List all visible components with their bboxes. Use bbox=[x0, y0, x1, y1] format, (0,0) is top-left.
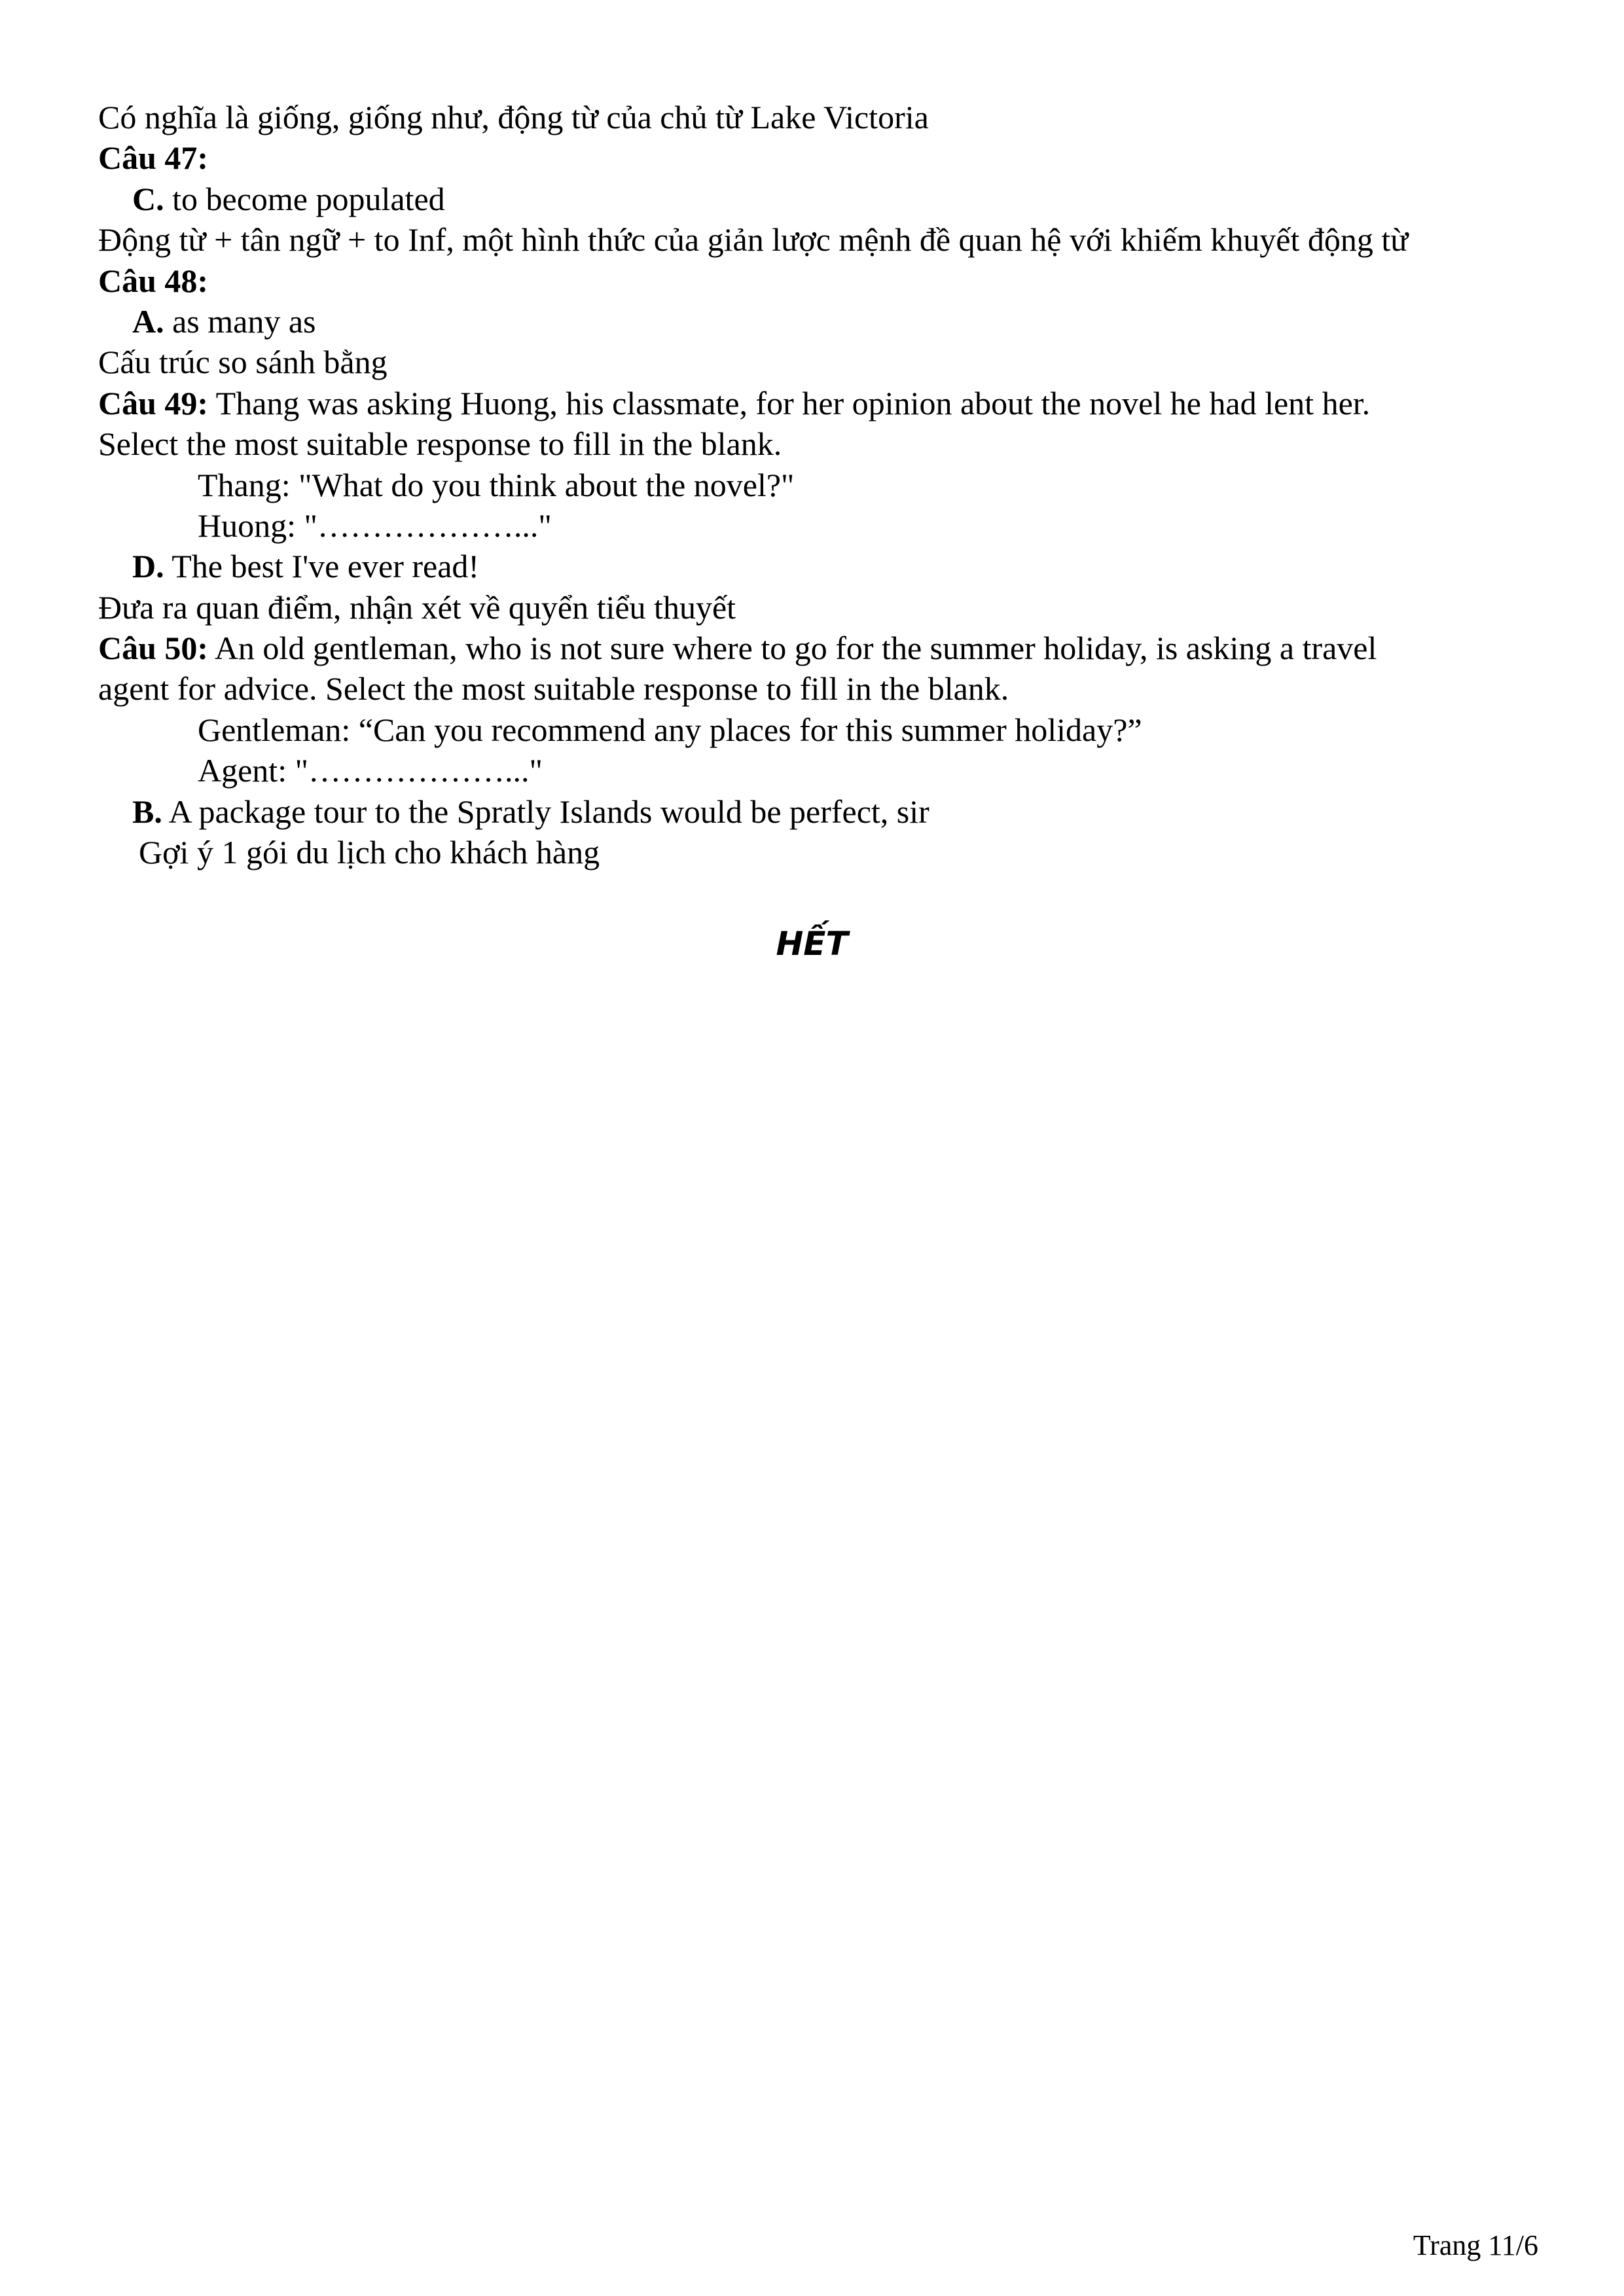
dialogue-line-thang: Thang: "What do you think about the novel?" bbox=[198, 466, 795, 503]
end-mark: HẾT bbox=[776, 925, 848, 963]
question-47-heading: Câu 47: bbox=[98, 139, 209, 177]
answer-q47: C. to become populated bbox=[132, 180, 445, 217]
document-body bbox=[98, 97, 1538, 872]
explanation-q48: Cấu trúc so sánh bằng bbox=[98, 344, 388, 381]
question-48-heading: Câu 48: bbox=[98, 262, 209, 299]
dialogue-line-gentleman: Gentleman: “Can you recommend any places for this summer holiday?” bbox=[198, 711, 1142, 748]
page-number: Trang 11/6 bbox=[1413, 2229, 1538, 2261]
answer-q50: B. A package tour to the Spratly Islands would be perfect, sir bbox=[132, 793, 929, 830]
explanation-q46: Có nghĩa là giống, giống như, động từ của chủ từ Lake Victoria bbox=[98, 99, 929, 135]
dialogue-line-huong: Huong: "………………..." bbox=[198, 507, 552, 544]
question-50-instruction: agent for advice. Select the most suitable response to fill in the blank. bbox=[98, 670, 1009, 708]
answer-q49: D. The best I've ever read! bbox=[132, 548, 480, 585]
question-49-instruction: Select the most suitable response to fill in the blank. bbox=[98, 425, 782, 463]
question-50-prompt: Câu 50: An old gentleman, who is not sure where to go for the summer holiday, is asking a travel bbox=[98, 630, 1377, 667]
dialogue-line-agent: Agent: "………………..." bbox=[198, 752, 543, 789]
question-49-prompt: Câu 49: Thang was asking Huong, his classmate, for her opinion about the novel he had lent her. bbox=[98, 384, 1371, 422]
answer-q48: A. as many as bbox=[132, 302, 316, 340]
explanation-q50: Gợi ý 1 gói du lịch cho khách hàng bbox=[139, 834, 600, 871]
explanation-q49: Đưa ra quan điểm, nhận xét về quyển tiểu thuyết bbox=[98, 588, 736, 626]
explanation-q47: Động từ + tân ngữ + to Inf, một hình thức của giản lược mệnh đề quan hệ với khiếm khuyết động từ bbox=[98, 221, 1409, 259]
